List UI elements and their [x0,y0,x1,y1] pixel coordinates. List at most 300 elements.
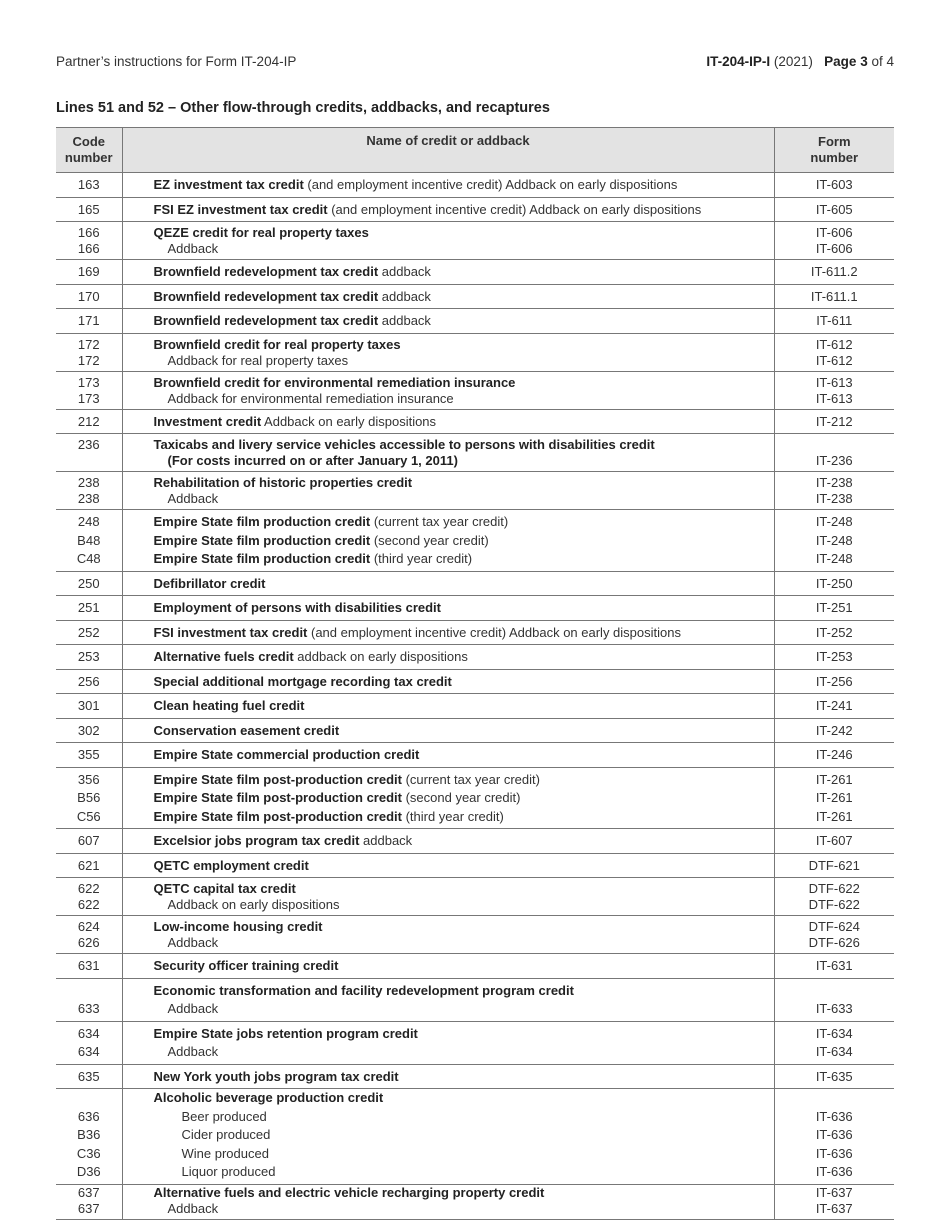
form-cell [774,409,894,434]
credit-name-text: (second year credit) [370,532,489,548]
credit-name-line [154,919,774,935]
credit-name-bold: Conservation easement credit [153,722,340,738]
code-cell [56,978,122,1021]
form-number: IT-256 [815,673,853,689]
credits-table [56,127,894,1220]
form-cell [774,197,894,222]
code-cell [56,1021,122,1064]
table-row [56,333,894,371]
code-number: 634 [77,1025,100,1041]
credit-name-bold: Defibrillator credit [153,575,266,591]
credit-name-bold: QETC employment credit [153,857,309,873]
table-row [56,371,894,409]
form-cell [774,669,894,694]
credit-name-cell [122,853,774,878]
credit-name-bold: Employment of persons with disabilities credit [153,600,441,615]
code-number: 631 [77,958,100,973]
code-cell [56,954,122,979]
code-cell [56,669,122,694]
table-row [56,694,894,719]
table-row [56,645,894,670]
credit-name-cell [122,409,774,434]
form-cell [774,472,894,510]
code-cell [56,916,122,954]
form-number: IT-212 [815,413,853,429]
code-number [56,453,122,469]
code-cell [56,510,122,572]
credit-name-line [154,673,774,692]
credit-name-cell [122,620,774,645]
credit-name-line [154,337,774,353]
credit-name-text: Beer produced [181,1108,267,1124]
code-number: 624 [77,919,100,934]
code-number: 236 [77,437,100,452]
credit-name-text: (current tax year credit) [370,514,509,529]
code-number: 169 [77,264,100,279]
form-number: IT-612 [815,336,853,352]
credit-name-line [154,648,774,667]
credit-name-cell [122,1184,774,1219]
code-number: 607 [77,833,100,848]
code-number: 166 [77,225,100,240]
code-number: 622 [77,897,100,912]
form-cell [774,743,894,768]
credit-name-bold: Empire State film production credit [153,532,371,548]
credit-name-text: Cider produced [181,1127,271,1142]
table-row [56,1089,894,1185]
code-number: 238 [77,475,100,490]
table-row [56,409,894,434]
form-number: IT-611 [816,313,853,328]
form-number: IT-611.2 [810,264,858,279]
credit-name-cell [122,1089,774,1185]
credit-name-bold: Alcoholic beverage production credit [153,1090,384,1105]
credit-name-bold: New York youth jobs program tax credit [153,1068,399,1084]
code-cell [56,571,122,596]
column-header-code: Code number [56,128,122,173]
credit-name-line [154,771,774,790]
credit-name-line [154,624,774,643]
table-row [56,309,894,334]
table-header-row [56,128,894,173]
table-row [56,916,894,954]
credit-name-line [154,1185,774,1201]
form-number: IT-246 [815,747,853,762]
form-number: DTF-622 [808,881,860,896]
credit-name-line [154,288,774,307]
credit-name-cell [122,1021,774,1064]
code-number: 251 [77,600,100,615]
form-cell [774,878,894,916]
table-row [56,1021,894,1064]
form-number: IT-613 [815,390,853,406]
credit-name-cell [122,916,774,954]
table-row [56,510,894,572]
form-number: IT-612 [815,352,853,368]
credit-name-bold: Empire State film post-production credit [153,790,402,805]
form-number: IT-250 [815,575,853,591]
code-number: 212 [77,413,100,429]
credit-name-text: (and employment incentive credit) Addback on early dispositions [307,624,681,640]
credit-name-bold: FSI investment tax credit [153,624,308,640]
credit-name-line [154,375,774,391]
code-number: 256 [77,673,100,689]
form-number: DTF-626 [808,935,860,950]
code-number: 250 [77,575,100,591]
credit-name-cell [122,260,774,285]
credit-name-line [154,935,774,951]
credit-name-bold: Economic transformation and facility redevelopment program credit [153,982,574,998]
table-row [56,767,894,829]
table-row [56,1184,894,1219]
credit-name-line [154,1000,774,1019]
code-cell [56,878,122,916]
credit-name-bold: Alternative fuels and electric vehicle recharging property credit [153,1184,545,1200]
table-body [56,173,894,1220]
code-number: C56 [76,808,101,824]
form-cell [774,645,894,670]
form-number [775,437,895,453]
form-number: IT-261 [815,790,853,805]
form-cell [774,510,894,572]
code-cell [56,284,122,309]
header-form-page [706,54,894,69]
code-number: 170 [77,288,100,304]
form-number [775,982,895,1001]
form-number: IT-248 [815,514,853,529]
credit-name-cell [122,718,774,743]
credit-name-text: Addback [167,1200,219,1216]
credit-name-cell [122,371,774,409]
form-number: IT-636 [815,1127,853,1142]
credit-name-line [154,857,774,876]
credit-name-line [154,897,774,913]
table-row [56,829,894,854]
credit-name-cell [122,173,774,198]
code-number: 171 [77,313,100,328]
credit-name-bold: Brownfield redevelopment tax credit [153,313,379,328]
form-number: IT-261 [815,771,853,787]
credit-name-text: Addback [167,241,219,256]
form-number: IT-238 [815,475,853,490]
credit-name-line [154,1145,774,1164]
credit-name-line [154,1201,774,1217]
credit-name-line [154,1068,774,1087]
credit-name-cell [122,434,774,472]
form-cell [774,571,894,596]
credit-name-line [154,1126,774,1145]
form-number: IT-236 [815,453,853,468]
code-number [56,1089,122,1108]
form-cell [774,829,894,854]
code-number: B48 [77,532,101,548]
form-cell [774,620,894,645]
credit-name-line [154,437,774,453]
code-cell [56,743,122,768]
credit-name-cell [122,309,774,334]
code-cell [56,409,122,434]
credit-name-cell [122,222,774,260]
credit-name-bold: Alternative fuels credit [153,649,294,664]
table-row [56,197,894,222]
credit-name-text: Addback [167,1044,219,1059]
credit-name-bold: QEZE credit for real property taxes [153,225,369,240]
code-number: 252 [77,624,100,640]
credit-name-bold: Empire State film production credit [153,551,371,566]
credit-name-text: (and employment incentive credit) Addback on early dispositions [327,201,702,217]
credit-name-line [154,599,774,618]
form-cell [774,260,894,285]
credit-name-text: Liquor produced [181,1164,276,1179]
form-cell [774,718,894,743]
credit-name-bold: (For costs incurred on or after January 1, 2011) [167,453,458,468]
code-cell [56,718,122,743]
credit-name-line [154,453,774,469]
code-number: D36 [76,1164,101,1179]
code-cell [56,434,122,472]
form-number [775,1089,895,1108]
form-cell [774,1021,894,1064]
code-cell [56,596,122,621]
code-cell [56,197,122,222]
credit-name-line [154,225,774,241]
form-number: IT-253 [815,649,853,664]
form-number: IT-605 [815,201,853,217]
code-number: 165 [77,201,100,217]
credit-name-text: Addback for real property taxes [167,352,349,368]
code-cell [56,333,122,371]
credit-name-bold: Investment credit [153,413,262,429]
credit-name-line [154,513,774,532]
code-number: 355 [77,747,100,762]
credit-name-cell [122,669,774,694]
form-cell [774,1184,894,1219]
credit-name-text: (third year credit) [401,808,504,824]
credit-name-line [154,550,774,569]
credit-name-text: Addback on early dispositions [261,413,437,429]
credit-name-bold: Empire State commercial production credit [153,747,420,762]
code-number: 172 [77,336,100,352]
credit-name-bold: Brownfield credit for environmental remediation insurance [153,374,516,390]
page-number: Page 3 [824,54,868,69]
code-number: 637 [77,1184,100,1200]
credit-name-line [154,532,774,551]
form-number: IT-606 [815,241,853,256]
credit-name-text: addback [359,833,413,848]
form-id: IT-204-IP-I [706,54,771,69]
credit-name-bold: Empire State film production credit [153,514,371,529]
form-cell [774,954,894,979]
credit-name-cell [122,472,774,510]
table-row [56,669,894,694]
credit-name-line [154,789,774,808]
credit-name-bold: Empire State film post-production credit [153,808,402,824]
credit-name-cell [122,333,774,371]
code-number: 253 [77,649,100,664]
credit-name-line [154,413,774,432]
table-row [56,743,894,768]
form-cell [774,173,894,198]
table-row [56,954,894,979]
page-of: of 4 [871,54,894,69]
form-cell [774,1089,894,1185]
credit-name-line [154,241,774,257]
credit-name-cell [122,878,774,916]
table-row [56,853,894,878]
form-number: IT-261 [815,808,853,824]
credit-name-text: Addback [167,1001,219,1016]
credit-name-line [154,832,774,851]
credit-name-cell [122,829,774,854]
code-number: 301 [77,698,100,713]
credit-name-bold: QETC capital tax credit [153,881,296,896]
code-number: 248 [77,514,100,529]
credit-name-bold: FSI EZ investment tax credit [153,201,328,217]
credit-name-line [154,176,774,195]
credit-name-cell [122,954,774,979]
code-number: 621 [77,857,100,873]
code-number: 238 [77,491,100,506]
code-number [56,982,122,1001]
credit-name-bold: Taxicabs and livery service vehicles accessible to persons with disabilities credit [153,437,655,452]
form-number: IT-637 [815,1200,853,1216]
credit-name-line [154,353,774,369]
credit-name-text: Addback [167,491,219,506]
credit-name-text: addback [378,288,431,304]
form-cell [774,371,894,409]
form-cell [774,1064,894,1089]
credit-name-cell [122,767,774,829]
form-number: IT-607 [815,833,853,848]
credit-name-bold: Empire State film post-production credit [153,771,402,787]
table-row [56,878,894,916]
credit-name-bold: Low-income housing credit [153,919,323,934]
table-row [56,1064,894,1089]
credit-name-bold: Rehabilitation of historic properties credit [153,475,413,490]
form-number: IT-633 [815,1001,853,1016]
form-number: IT-606 [815,225,853,240]
form-cell [774,434,894,472]
code-cell [56,1089,122,1185]
credit-name-line [154,881,774,897]
credit-name-bold: Security officer training credit [153,958,339,973]
credit-name-bold: Empire State jobs retention program credit [153,1025,418,1041]
code-number: 636 [77,1108,100,1124]
credit-name-text: Addback [167,935,219,950]
credit-name-line [154,746,774,765]
code-number: 173 [77,374,100,390]
code-number: B36 [77,1127,101,1142]
code-number: 166 [77,241,100,256]
form-number: IT-636 [815,1108,853,1124]
form-number: IT-611.1 [810,288,858,304]
code-number: 634 [77,1044,100,1059]
credit-name-text: Wine produced [181,1145,269,1161]
code-cell [56,260,122,285]
credit-name-text: (and employment incentive credit) Addback on early dispositions [303,177,678,192]
credit-name-bold: Brownfield redevelopment tax credit [153,264,379,279]
form-cell [774,222,894,260]
form-number: IT-252 [815,624,853,640]
form-number: IT-637 [815,1184,853,1200]
credit-name-cell [122,197,774,222]
credit-name-cell [122,743,774,768]
credit-name-cell [122,694,774,719]
code-cell [56,472,122,510]
credit-name-cell [122,1064,774,1089]
form-cell [774,284,894,309]
credit-name-line [154,201,774,220]
code-cell [56,309,122,334]
form-cell [774,596,894,621]
credit-name-cell [122,284,774,309]
form-cell [774,916,894,954]
code-number: B56 [77,790,101,805]
credit-name-line [154,808,774,827]
form-number: IT-634 [815,1025,853,1041]
credit-name-line [154,1108,774,1127]
form-number: IT-636 [815,1164,853,1179]
table-row [56,718,894,743]
code-cell [56,1184,122,1219]
credit-name-text: Addback on early dispositions [167,897,340,912]
credit-name-bold: Brownfield redevelopment tax credit [153,288,379,304]
form-number: IT-636 [815,1145,853,1161]
code-number: 172 [77,352,100,368]
credit-name-line [154,1025,774,1044]
code-cell [56,173,122,198]
form-number: DTF-622 [808,897,860,912]
section-title: Lines 51 and 52 – Other flow-through credits, addbacks, and recaptures [56,100,550,116]
code-number: 626 [77,935,100,950]
table-row [56,173,894,198]
credit-name-text: addback [378,313,431,328]
credit-name-text: (second year credit) [401,790,521,805]
form-cell [774,694,894,719]
credit-name-bold: Special additional mortgage recording tax credit [153,673,452,689]
form-number: IT-631 [815,958,853,973]
table-row [56,284,894,309]
credit-name-text: addback [378,264,431,279]
code-number: 356 [77,771,100,787]
form-number: IT-634 [815,1044,853,1059]
form-cell [774,853,894,878]
table-row [56,260,894,285]
form-cell [774,309,894,334]
form-number: IT-238 [815,491,853,506]
form-number: IT-251 [815,600,853,615]
header-instructions-title: Partner’s instructions for Form IT-204-IP [56,54,297,69]
code-number: 622 [77,881,100,896]
credit-name-line [154,1043,774,1062]
credit-name-bold: Excelsior jobs program tax credit [153,833,360,848]
credit-name-line [154,1163,774,1182]
form-number: IT-635 [815,1068,853,1084]
credit-name-line [154,391,774,407]
code-number: 635 [77,1068,100,1084]
code-number: 163 [77,177,100,192]
table-row [56,222,894,260]
credit-name-line [154,957,774,976]
credit-name-line [154,982,774,1001]
table-row [56,620,894,645]
code-number: 637 [77,1200,100,1216]
credit-name-text: (current tax year credit) [401,771,540,787]
code-cell [56,694,122,719]
table-row [56,472,894,510]
credit-name-text: addback on early dispositions [293,649,468,664]
table-row [56,571,894,596]
